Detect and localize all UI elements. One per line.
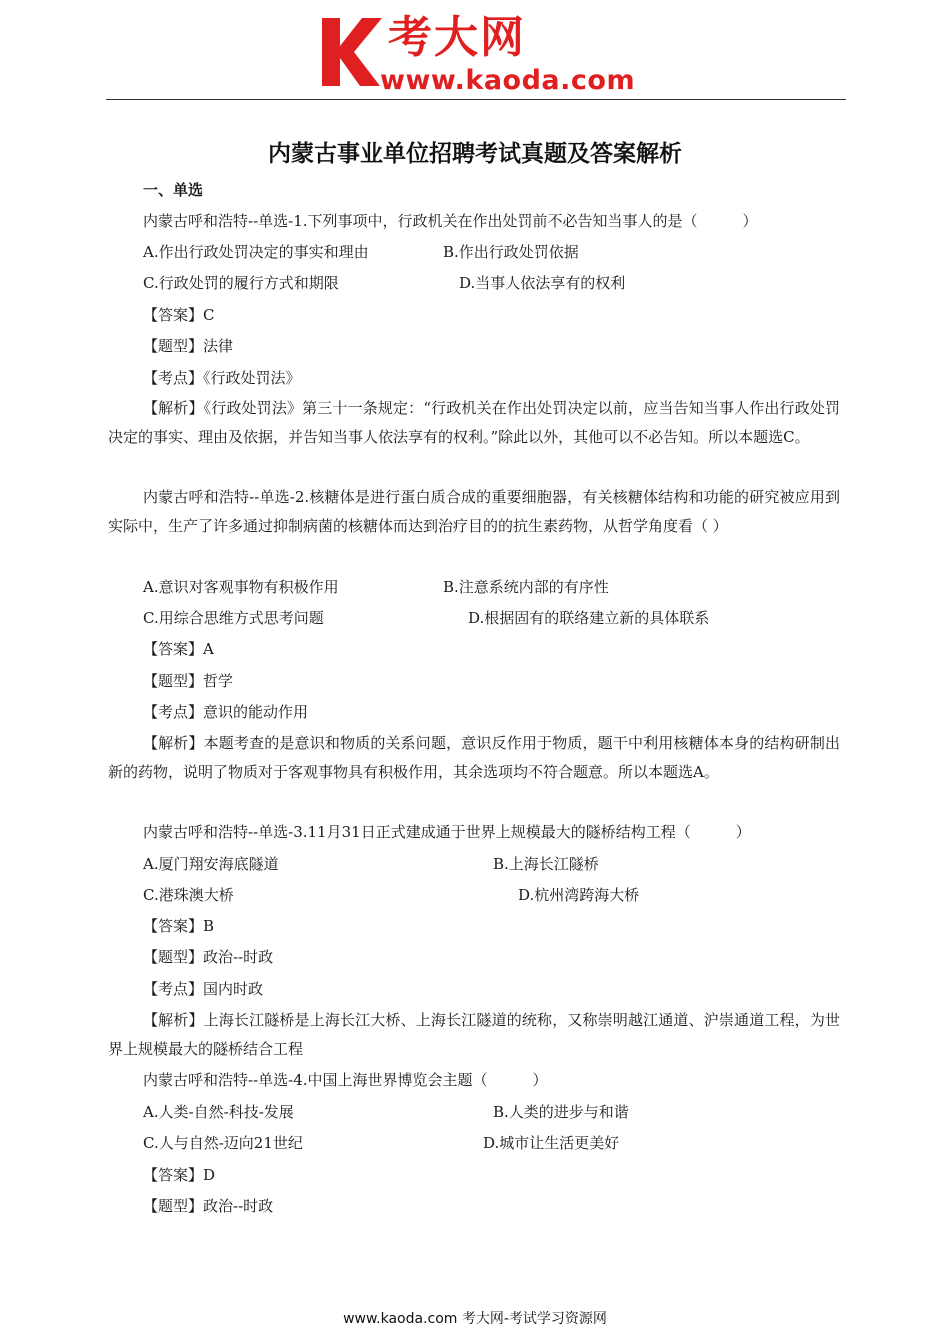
- q2-analysis: 【解析】本题考查的是意识和物质的关系问题，意识反作用于物质，题干中利用核糖体本身的结构研制出新的药物，说明了物质对于客观事物具有积极作用，其余选项均不符合题意。所以本题选A。: [108, 734, 840, 781]
- q3-analysis: 【解析】上海长江隧桥是上海长江大桥、上海长江隧道的统称，又称崇明越江通道、沪崇通道工程，为世界上规模最大的隧桥结合工程: [108, 1011, 840, 1058]
- q3-option-c: C.港珠澳大桥: [143, 886, 234, 904]
- q1-option-c: C.行政处罚的履行方式和期限: [143, 274, 339, 292]
- q2-option-a: A.意识对客观事物有积极作用: [143, 578, 339, 596]
- q4-option-b: B.人类的进步与和谐: [493, 1103, 629, 1121]
- q4-type: 【题型】政治--时政: [143, 1197, 274, 1215]
- q1-option-d: D.当事人依法享有的权利: [459, 274, 626, 292]
- k-logo-icon: [318, 16, 388, 90]
- q1-type: 【题型】法律: [143, 337, 234, 355]
- q1-option-b: B.作出行政处罚依据: [443, 243, 579, 261]
- logo-chinese-text: 考大网: [388, 12, 526, 63]
- q2-option-c: C.用综合思维方式思考问题: [143, 609, 324, 627]
- q3-option-b: B.上海长江隧桥: [493, 855, 599, 873]
- q1-answer: 【答案】C: [143, 306, 215, 324]
- q3-point: 【考点】国内时政: [143, 980, 264, 998]
- section-heading: 一、单选: [143, 181, 204, 199]
- q2-stem: 内蒙古呼和浩特--单选-2.核糖体是进行蛋白质合成的重要细胞器，有关核糖体结构和功能的研究被应用到实际中，生产了许多通过抑制病菌的核糖体而达到治疗目的的抗生素药物，从哲学角度看（ ）: [108, 488, 840, 535]
- q4-answer: 【答案】D: [143, 1166, 216, 1184]
- q3-option-a: A.厦门翔安海底隧道: [143, 855, 279, 873]
- q1-stem: 内蒙古呼和浩特--单选-1.下列事项中，行政机关在作出处罚前不必告知当事人的是（ ）: [143, 212, 758, 230]
- q2-answer: 【答案】A: [143, 640, 214, 658]
- q2-point: 【考点】意识的能动作用: [143, 703, 309, 721]
- q4-option-c: C.人与自然-迈向21世纪: [143, 1134, 303, 1152]
- q2-option-d: D.根据固有的联络建立新的具体联系: [468, 609, 710, 627]
- site-logo[interactable]: [318, 8, 648, 94]
- q3-type: 【题型】政治--时政: [143, 948, 274, 966]
- logo-url-text: www.kaoda.com: [380, 65, 636, 96]
- q1-point: 【考点】《行政处罚法》: [143, 369, 301, 387]
- header-divider: [106, 99, 846, 100]
- q4-option-a: A.人类-自然-科技-发展: [143, 1103, 294, 1121]
- q2-option-b: B.注意系统内部的有序性: [443, 578, 609, 596]
- q1-option-a: A.作出行政处罚决定的事实和理由: [143, 243, 369, 261]
- q2-type: 【题型】哲学: [143, 672, 234, 690]
- page-footer: www.kaoda.com 考大网-考试学习资源网: [343, 1311, 607, 1327]
- q4-option-d: D.城市让生活更美好: [483, 1134, 620, 1152]
- q3-answer: 【答案】B: [143, 917, 215, 935]
- q4-stem: 内蒙古呼和浩特--单选-4.中国上海世界博览会主题（ ）: [143, 1071, 548, 1089]
- document-title: 内蒙古事业单位招聘考试真题及答案解析: [268, 141, 682, 167]
- q3-stem: 内蒙古呼和浩特--单选-3.11月31日正式建成通于世界上规模最大的隧桥结构工程（ ）: [143, 823, 751, 841]
- q1-analysis: 【解析】《行政处罚法》第三十一条规定：“行政机关在作出处罚决定以前，应当告知当事人作出行政处罚决定的事实、理由及依据，并告知当事人依法享有的权利。”除此以外，其他可以不必告知。所以本题选C。: [108, 399, 840, 446]
- q3-option-d: D.杭州湾跨海大桥: [518, 886, 640, 904]
